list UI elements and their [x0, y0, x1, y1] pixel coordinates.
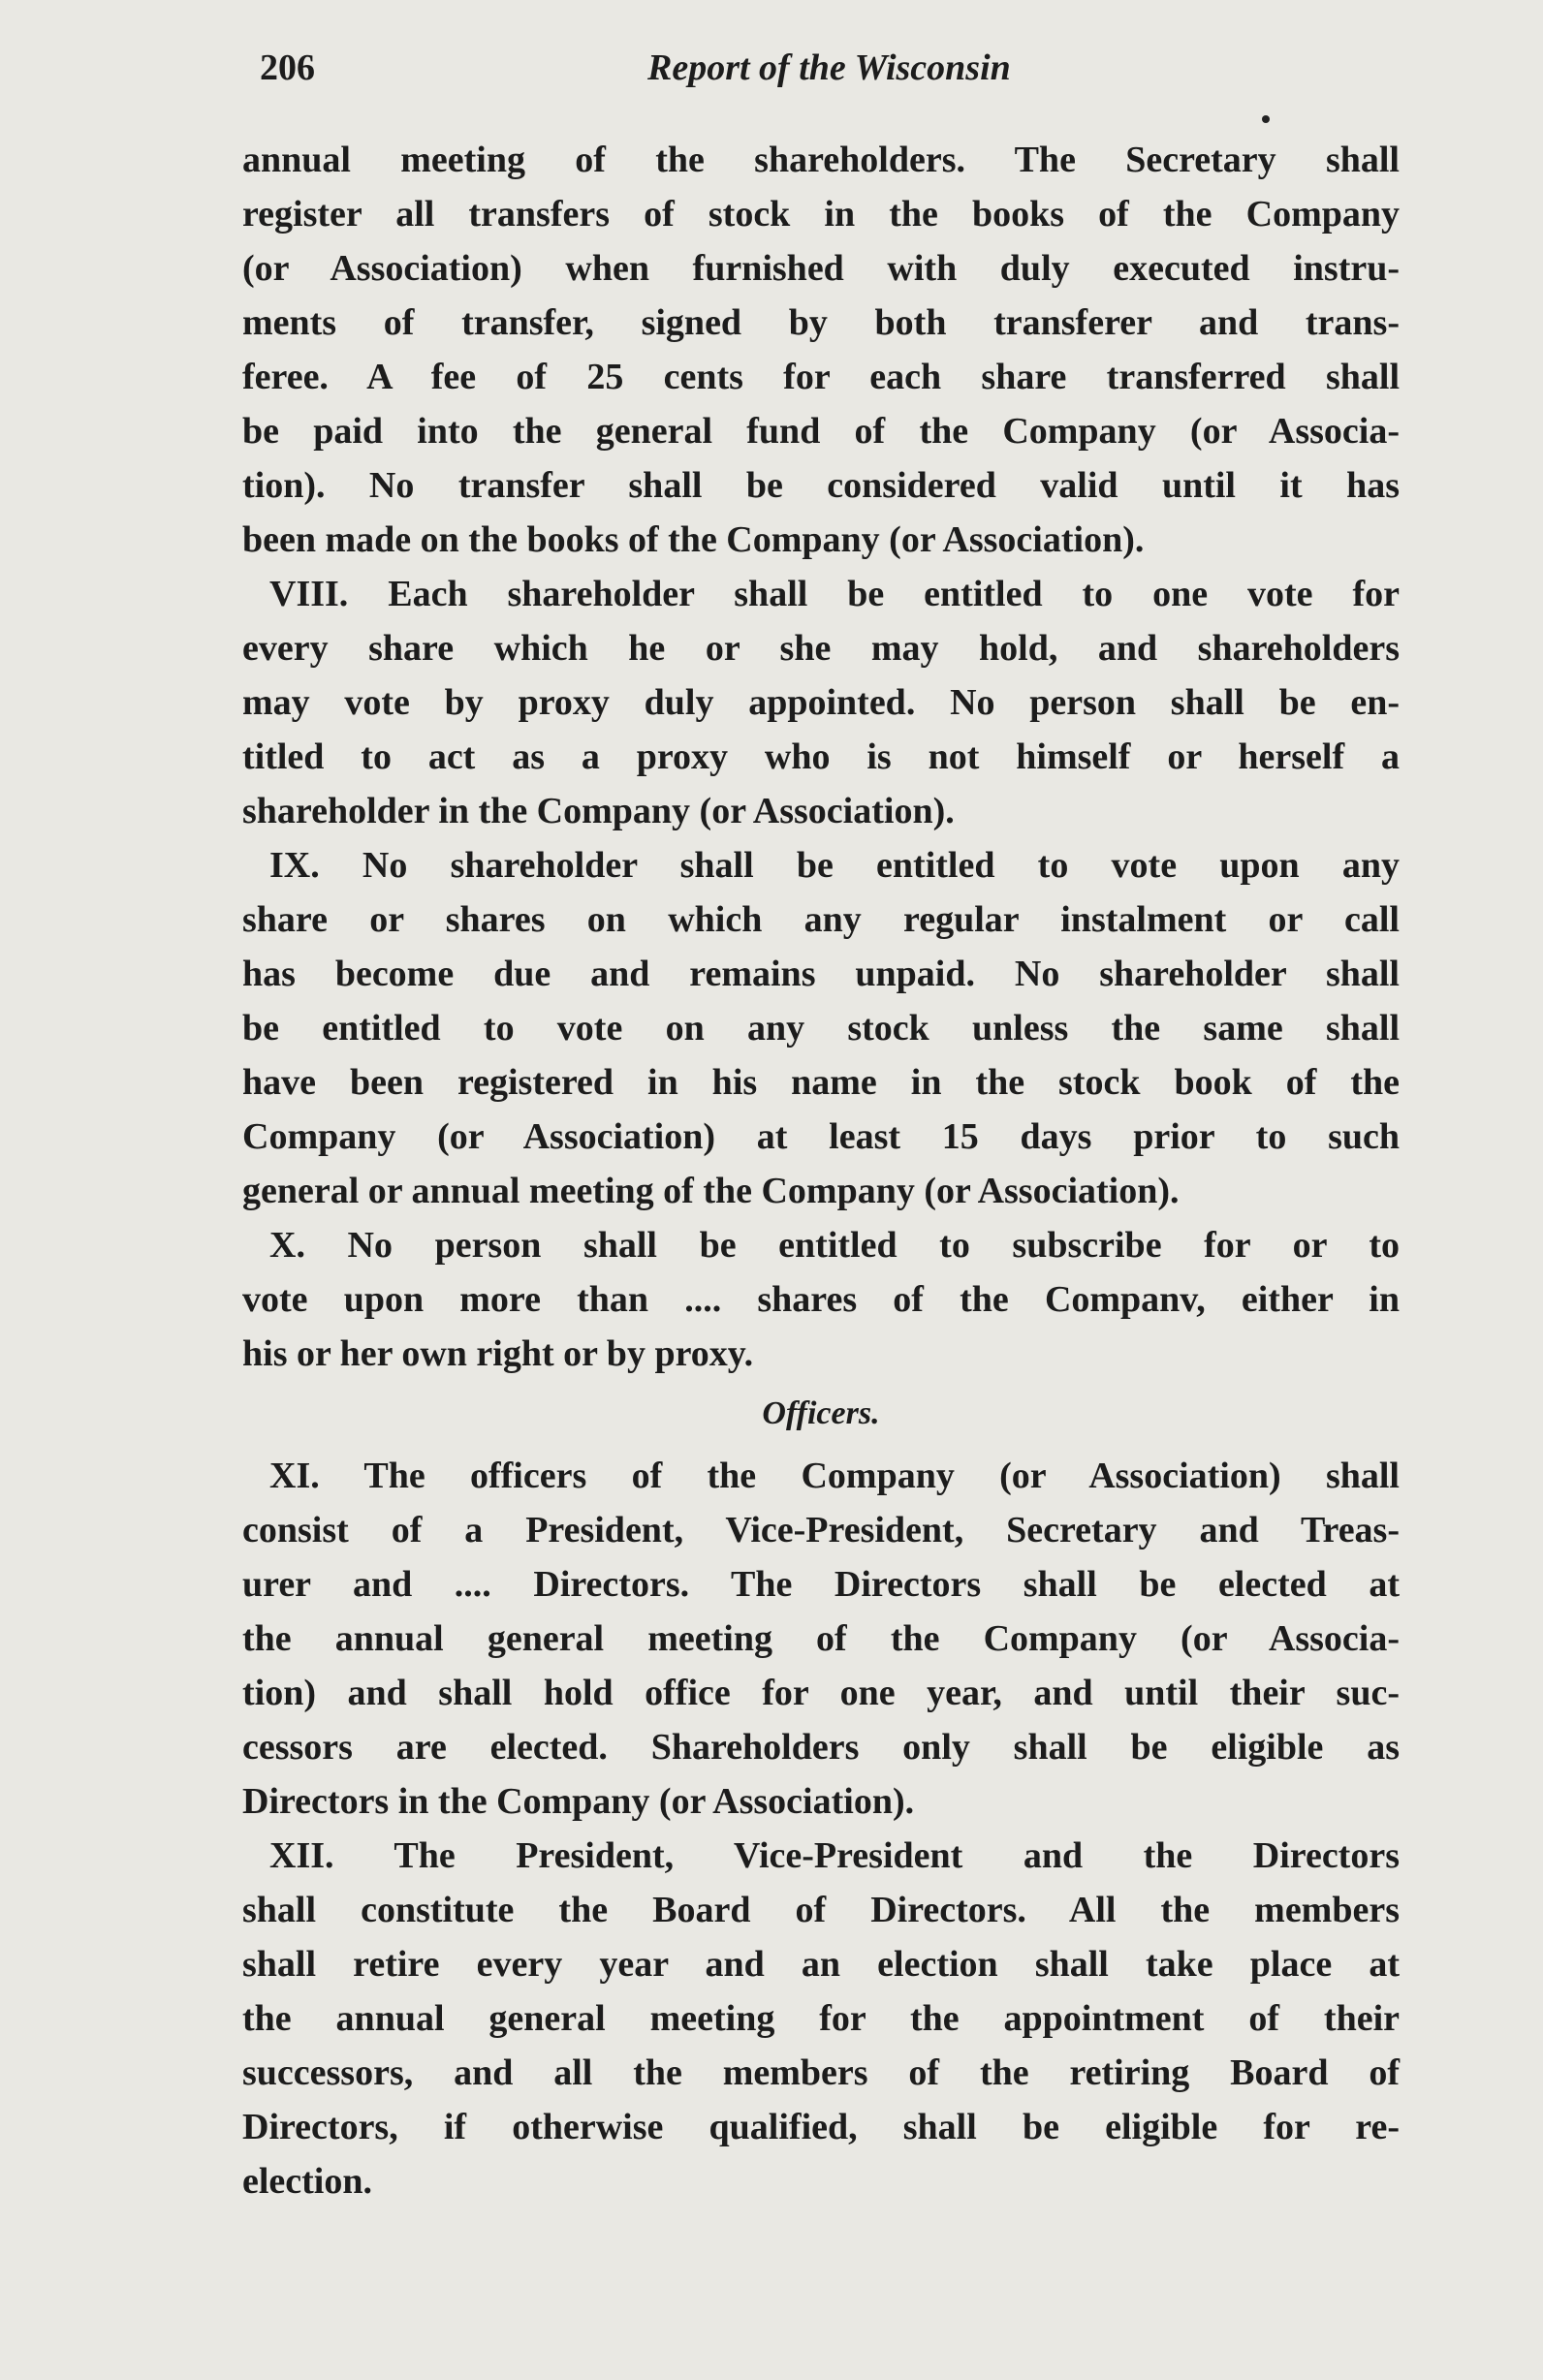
- text-line: been made on the books of the Company (or Association).: [242, 519, 1145, 560]
- text-line: the annual general meeting of the Company (or Associa-: [242, 1618, 1400, 1659]
- text-line: the annual general meeting for the appointment of their: [242, 1998, 1400, 2039]
- body-text: [242, 133, 1400, 2208]
- print-speck: [1262, 115, 1270, 123]
- text-line: (or Association) when furnished with duly executed instru-: [242, 248, 1400, 289]
- text-line: tion) and shall hold office for one year, and until their suc-: [242, 1673, 1400, 1713]
- text-line: XII. The President, Vice-President and the Directors: [269, 1835, 1400, 1876]
- text-line: X. No person shall be entitled to subscribe for or to: [269, 1225, 1400, 1266]
- text-line: be paid into the general fund of the Company (or Associa-: [242, 411, 1400, 452]
- text-line: feree. A fee of 25 cents for each share transferred shall: [242, 357, 1400, 397]
- text-line: cessors are elected. Shareholders only shall be eligible as: [242, 1727, 1400, 1768]
- text-line: shareholder in the Company (or Association).: [242, 791, 955, 831]
- text-line: election.: [242, 2161, 373, 2202]
- text-line: general or annual meeting of the Company (or Association).: [242, 1171, 1180, 1211]
- text-line: may vote by proxy duly appointed. No person shall be en-: [242, 682, 1400, 723]
- text-line: have been registered in his name in the stock book of the: [242, 1062, 1400, 1103]
- text-line: shall retire every year and an election shall take place at: [242, 1944, 1400, 1985]
- text-line: annual meeting of the shareholders. The Secretary shall: [242, 140, 1400, 180]
- running-head: [260, 47, 1374, 105]
- text-line: tion). No transfer shall be considered valid until it has: [242, 465, 1400, 506]
- text-line: XI. The officers of the Company (or Association) shall: [269, 1456, 1400, 1496]
- running-title: Report of the Wisconsin: [647, 47, 1011, 88]
- text-line: shall constitute the Board of Directors. All the members: [242, 1890, 1400, 1930]
- text-line: titled to act as a proxy who is not himself or herself a: [242, 736, 1400, 777]
- text-line: his or her own right or by proxy.: [242, 1333, 754, 1374]
- text-line: be entitled to vote on any stock unless the same shall: [242, 1008, 1400, 1049]
- page-number: 206: [260, 47, 315, 88]
- text-line: has become due and remains unpaid. No shareholder shall: [242, 954, 1400, 994]
- text-line: Directors, if otherwise qualified, shall be eligible for re-: [242, 2107, 1400, 2147]
- text-line: IX. No shareholder shall be entitled to vote upon any: [269, 845, 1400, 886]
- section-heading: Officers.: [762, 1395, 880, 1431]
- text-line: every share which he or she may hold, and shareholders: [242, 628, 1400, 669]
- text-line: vote upon more than .... shares of the Companv, either in: [242, 1279, 1400, 1320]
- text-line: share or shares on which any regular instalment or call: [242, 899, 1400, 940]
- text-line: Directors in the Company (or Association).: [242, 1781, 915, 1822]
- text-line: successors, and all the members of the retiring Board of: [242, 2052, 1400, 2093]
- text-line: Company (or Association) at least 15 days prior to such: [242, 1116, 1400, 1157]
- text-line: register all transfers of stock in the books of the Company: [242, 194, 1400, 235]
- text-line: urer and .... Directors. The Directors shall be elected at: [242, 1564, 1400, 1605]
- text-line: consist of a President, Vice-President, Secretary and Treas-: [242, 1510, 1400, 1550]
- text-line: VIII. Each shareholder shall be entitled to one vote for: [269, 574, 1400, 614]
- text-line: ments of transfer, signed by both transferer and trans-: [242, 302, 1400, 343]
